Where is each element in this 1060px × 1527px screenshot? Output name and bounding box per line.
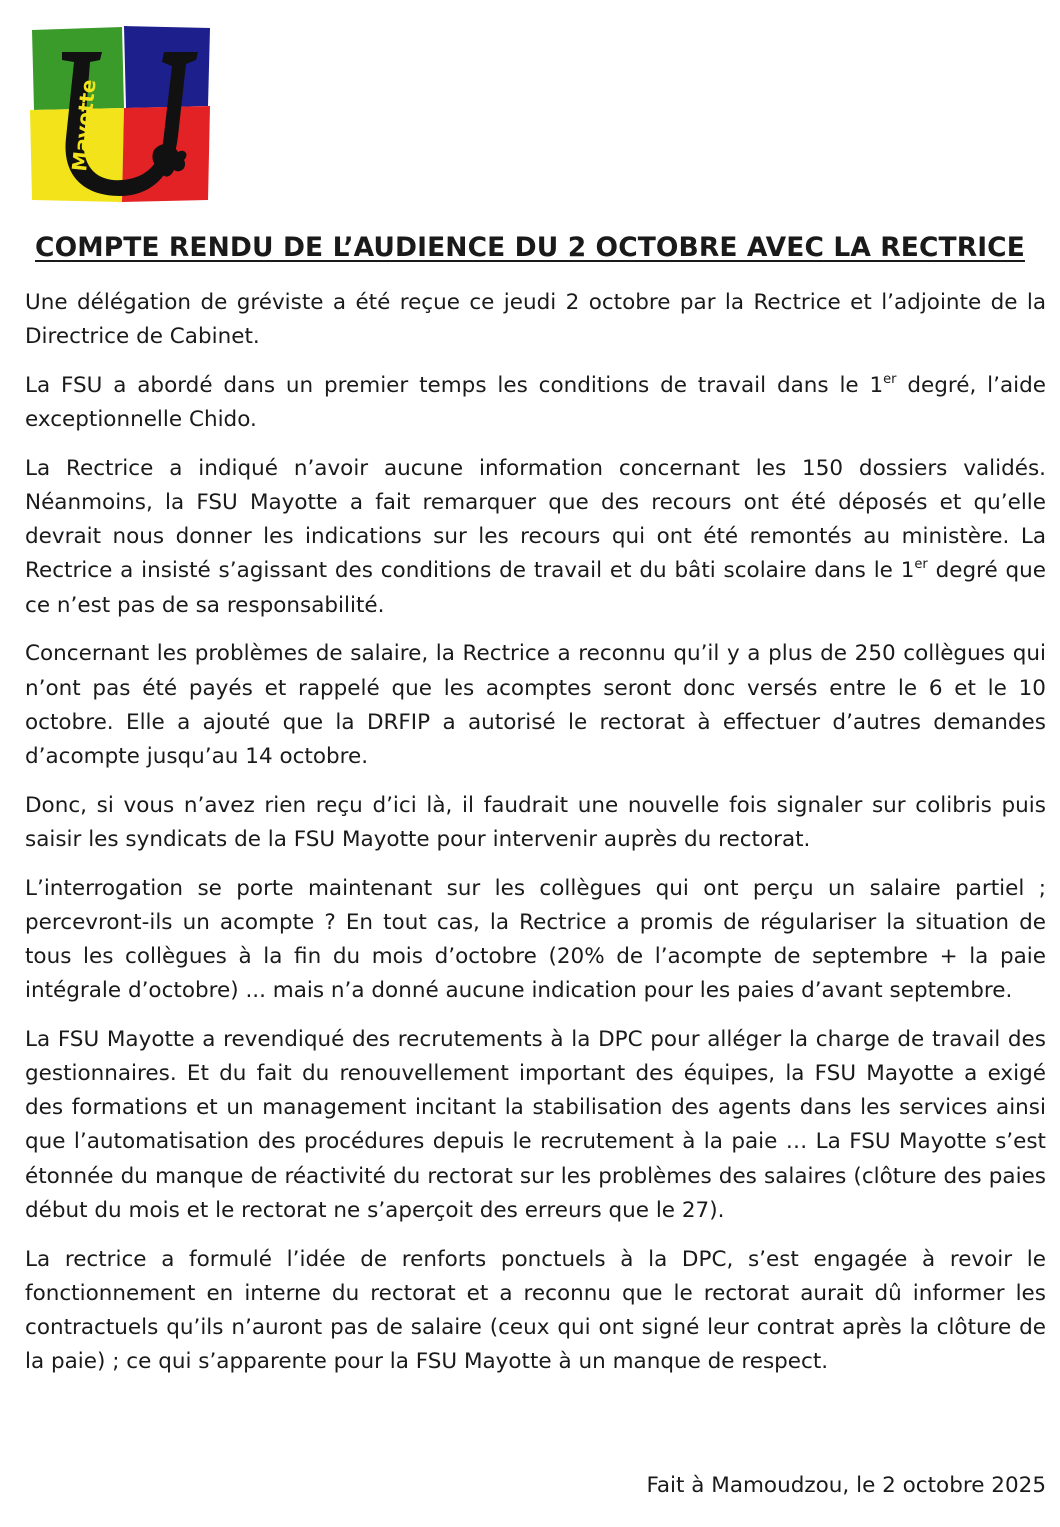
paragraph-4: Concernant les problèmes de salaire, la Rectrice a reconnu qu’il y a plus de 250 collègues qui n’ont pas été payés et rappelé que les acomptes seront donc versés entre le 6 et le 10 octobre. Elle a ajouté que la DRFIP a autorisé le rectorat à effectuer d’autres demandes d’acompte jusqu’au 14 octobre. (25, 641, 1046, 769)
paragraph-3-part-b: degré que ce n’est pas de sa responsabilité. (25, 558, 1046, 618)
paragraph-3-superscript: er (914, 557, 928, 573)
paragraph-2-part-a: La FSU a abordé dans un premier temps les conditions de travail dans le 1 (25, 372, 884, 398)
signature-line: Fait à Mamoudzou, le 2 octobre 2025 (646, 1473, 1046, 1498)
paragraph-2-part-b: degré, l’aide exceptionnelle Chido. (25, 372, 1046, 433)
logo-text: Mayotte (67, 78, 101, 173)
fsu-mayotte-logo (26, 22, 214, 208)
logo-blue-block (124, 26, 210, 108)
paragraph-6: L’interrogation se porte maintenant sur les collègues qui ont perçu un salaire partiel ; percevront-ils un acompte ? En tout cas, la Rectrice a promis de régulariser la situation de tous les collègues à la fin du mois d’octobre (20% de l’acompte de septembre + la paie intégrale d’octobre) ... mais n’a donné aucune indication pour les paies d’avant septembre. (25, 875, 1046, 1004)
document-body (25, 286, 1046, 1394)
document-title (0, 232, 1060, 263)
paragraph-3-part-a: La Rectrice a indiqué n’avoir aucune information concernant les 150 dossiers validés. Néanmoins, la FSU Mayotte a fait remarquer que des recours ont été déposés et qu’elle devrait nous donner les indications sur les recours qui ont été remontés au ministère. La Rectrice a insisté s’agissant des conditions de travail et du bâti scolaire dans le 1 (25, 455, 1046, 584)
paragraph-3 (25, 452, 1046, 623)
paragraph-2 (25, 369, 1046, 437)
document-title-text: COMPTE RENDU DE L’AUDIENCE DU 2 OCTOBRE AVEC LA RECTRICE (35, 232, 1025, 263)
paragraph-7: La FSU Mayotte a revendiqué des recrutements à la DPC pour alléger la charge de travail des gestionnaires. Et du fait du renouvellement important des équipes, la FSU Mayotte a exigé des formations et un management incitant la stabilisation des agents dans les services ainsi que l’automatisation des procédures depuis le recrutement à la paie … La FSU Mayotte s’est étonnée du manque de réactivité du rectorat sur les problèmes des salaires (clôture des paies début du mois et le rectorat ne s’aperçoit des erreurs que le 27). (25, 1026, 1046, 1223)
paragraph-1: Une délégation de gréviste a été reçue ce jeudi 2 octobre par la Rectrice et l’adjointe de la Directrice de Cabinet. (25, 290, 1046, 350)
paragraph-8: La rectrice a formulé l’idée de renforts ponctuels à la DPC, s’est engagée à revoir le fonctionnement en interne du rectorat et a reconnu que le rectorat aurait dû informer les contractuels qu’ils n’auront pas de salaire (ceux qui ont signé leur contrat après la clôture de la paie) ; ce qui s’apparente pour la FSU Mayotte à un manque de respect. (25, 1246, 1046, 1375)
paragraph-5: Donc, si vous n’avez rien reçu d’ici là, il faudrait une nouvelle fois signaler sur colibris puis saisir les syndicats de la FSU Mayotte pour intervenir auprès du rectorat. (25, 792, 1046, 852)
paragraph-2-superscript: er (883, 371, 897, 387)
